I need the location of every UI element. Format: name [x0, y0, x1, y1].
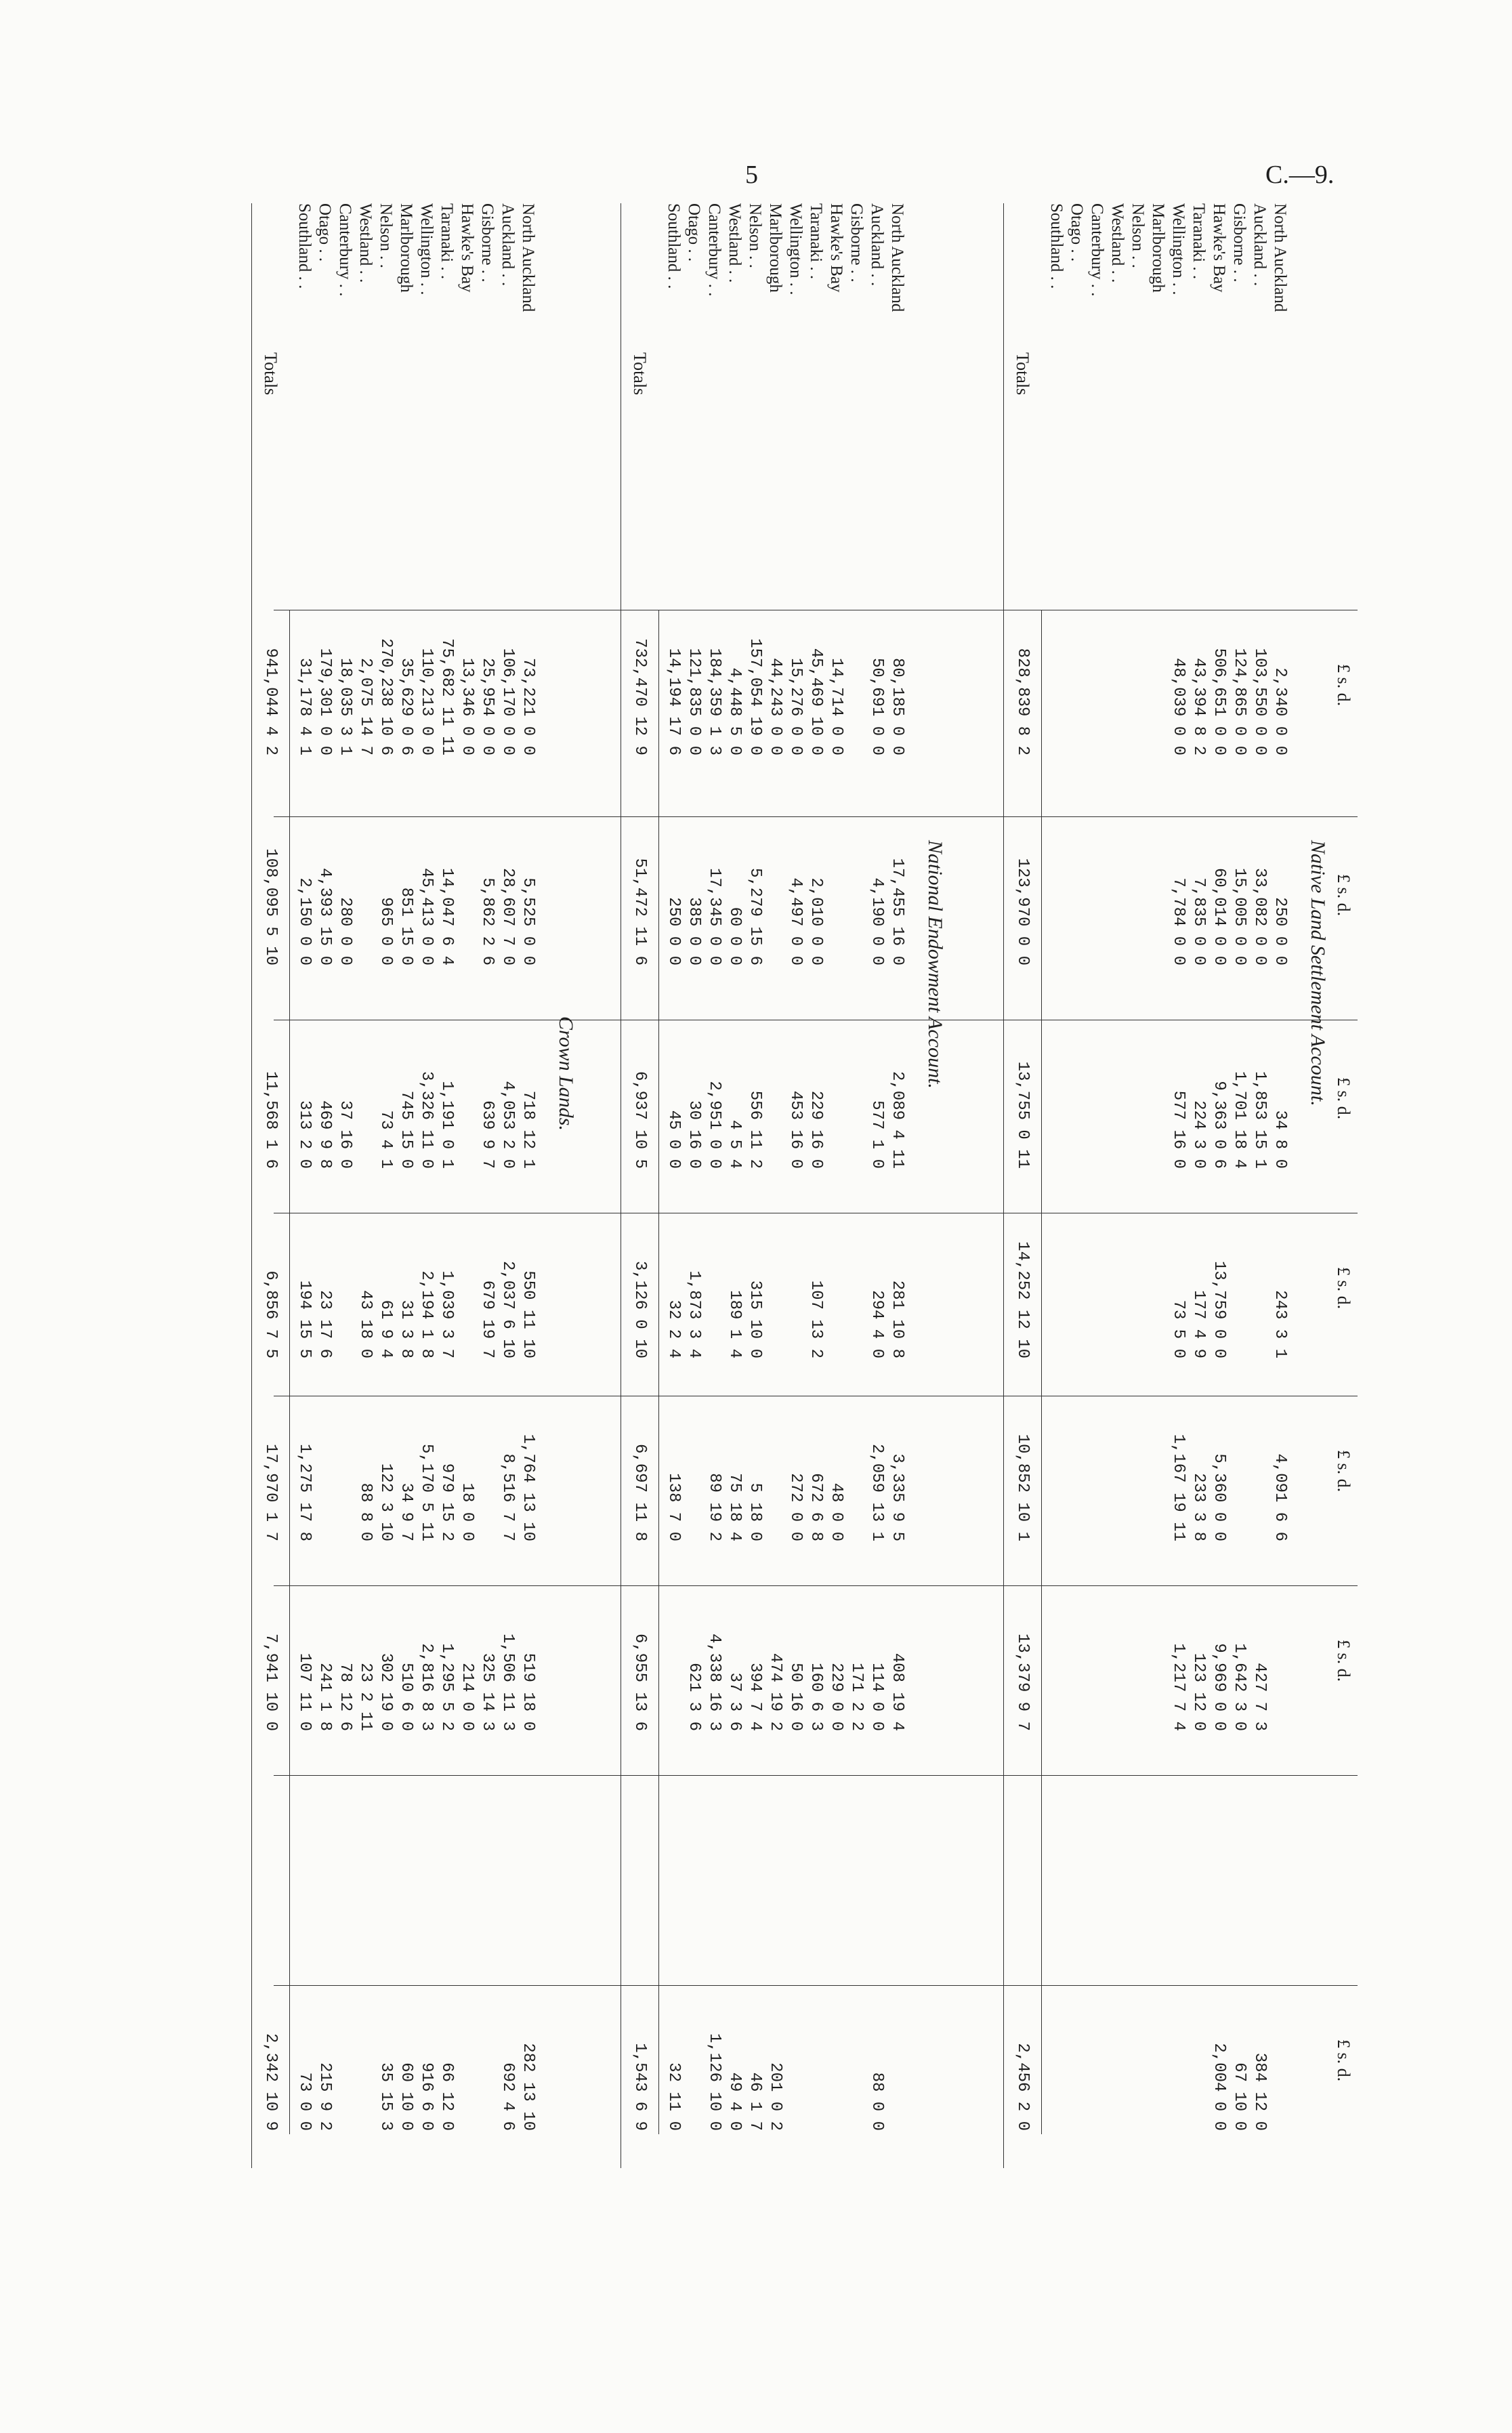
amount-cell: 73,221 0 0 — [519, 657, 537, 755]
amount-cell: 385 0 0 — [685, 897, 703, 965]
district-label: Southland . . — [295, 203, 314, 289]
district-label: Wellington . . — [417, 203, 436, 295]
amount-cell: 45,413 0 0 — [417, 867, 436, 965]
amount-cell: 672 6 8 — [807, 1473, 825, 1541]
amount-cell: 177 4 9 — [1190, 1290, 1208, 1358]
amount-cell: 4,393 15 0 — [316, 867, 334, 965]
amount-cell: 157,054 19 0 — [746, 638, 764, 755]
amount-cell: 48 0 0 — [827, 1482, 845, 1541]
amount-cell: 5,360 0 0 — [1210, 1453, 1228, 1541]
amount-cell: 1,039 3 7 — [438, 1270, 456, 1358]
section-0 — [951, 203, 1330, 2371]
table-row — [518, 203, 538, 2236]
amount-cell: 1,295 5 2 — [438, 1643, 456, 1731]
amount-cell: 851 15 0 — [397, 887, 415, 965]
amount-cell: 15,005 0 0 — [1230, 867, 1248, 965]
district-label: North Auckland — [1271, 203, 1289, 312]
district-label: Auckland . . — [868, 203, 886, 287]
amount-cell: 107 13 2 — [807, 1280, 825, 1358]
district-label: Nelson . . — [746, 203, 764, 268]
total-cell: 6,955 13 6 — [631, 1633, 649, 1731]
table-row — [396, 203, 416, 2236]
column-separator — [274, 1775, 1358, 1776]
amount-cell: 13,759 0 0 — [1210, 1260, 1228, 1358]
amount-cell: 281 10 8 — [888, 1280, 906, 1358]
amount-cell: 44,243 0 0 — [766, 657, 784, 755]
amount-cell: 550 11 10 — [519, 1270, 537, 1358]
amount-cell: 4 5 4 — [726, 1119, 744, 1169]
amount-cell: 73 4 1 — [377, 1110, 395, 1169]
table-row — [1269, 203, 1290, 2236]
district-label: Nelson . . — [1129, 203, 1147, 268]
amount-cell: 394 7 4 — [746, 1663, 764, 1731]
amount-cell: 31,178 4 1 — [295, 657, 314, 755]
amount-cell: 506,651 0 0 — [1210, 648, 1228, 755]
total-cell: 14,252 12 10 — [1013, 1241, 1032, 1358]
amount-cell: 43 18 0 — [356, 1290, 375, 1358]
amount-cell: 60,014 0 0 — [1210, 867, 1228, 965]
currency-header: £ s. d. — [1334, 664, 1353, 707]
amount-cell: 31 3 8 — [397, 1299, 415, 1358]
table-row — [765, 203, 785, 2236]
district-label: Westland . . — [1108, 203, 1127, 283]
amount-cell: 25,954 0 0 — [478, 657, 497, 755]
district-label: Wellington . . — [786, 203, 805, 295]
amount-cell: 718 12 1 — [519, 1090, 537, 1169]
amount-cell: 60 10 0 — [397, 2062, 415, 2131]
table-row — [1188, 203, 1209, 2236]
table-row — [1148, 203, 1168, 2236]
amount-cell: 5,279 15 6 — [746, 867, 764, 965]
amount-cell: 46 1 7 — [746, 2072, 764, 2131]
amount-cell: 171 2 2 — [847, 1663, 866, 1731]
amount-cell: 4,190 0 0 — [868, 877, 886, 965]
amount-cell: 469 9 8 — [316, 1100, 334, 1169]
total-cell: 828,839 8 2 — [1013, 648, 1032, 755]
amount-cell: 280 0 0 — [336, 897, 354, 965]
district-label: Otago . . — [1068, 203, 1086, 262]
amount-cell: 7,784 0 0 — [1169, 877, 1188, 965]
totals-rule — [1041, 610, 1042, 2134]
table-row — [704, 203, 724, 2236]
amount-cell: 2,951 0 0 — [705, 1081, 723, 1169]
amount-cell: 639 9 7 — [478, 1100, 497, 1169]
currency-header-row — [1328, 203, 1358, 2371]
amount-cell: 250 0 0 — [665, 897, 683, 965]
currency-header: £ s. d. — [1334, 1450, 1353, 1493]
district-label: Westland . . — [726, 203, 744, 283]
district-label: Auckland . . — [1251, 203, 1269, 287]
currency-header: £ s. d. — [1334, 1077, 1353, 1120]
district-label: North Auckland — [519, 203, 537, 312]
amount-cell: 1,873 3 4 — [685, 1270, 703, 1358]
amount-cell: 103,550 0 0 — [1251, 648, 1269, 755]
amount-cell: 1,764 13 10 — [519, 1434, 537, 1541]
district-label: Westland . . — [356, 203, 375, 283]
amount-cell: 114 0 0 — [868, 1663, 886, 1731]
amount-cell: 1,642 3 0 — [1230, 1643, 1248, 1731]
amount-cell: 37 16 0 — [336, 1100, 354, 1169]
amount-cell: 5 18 0 — [746, 1482, 764, 1541]
section-2 — [199, 203, 579, 2371]
amount-cell: 37 3 6 — [726, 1672, 744, 1731]
amount-cell: 2,194 1 8 — [417, 1270, 436, 1358]
total-cell: 6,856 7 5 — [261, 1270, 280, 1358]
amount-cell: 35,629 0 6 — [397, 657, 415, 755]
amount-cell: 4,448 5 0 — [726, 667, 744, 755]
section-title: Crown Lands. — [555, 1016, 577, 1131]
amount-cell: 9,363 0 6 — [1210, 1081, 1228, 1169]
amount-cell: 1,275 17 8 — [295, 1443, 314, 1541]
amount-cell: 556 11 2 — [746, 1090, 764, 1169]
amount-cell: 577 1 0 — [868, 1100, 886, 1169]
amount-cell: 122 3 10 — [377, 1463, 395, 1541]
district-label: Canterbury . . — [336, 203, 354, 297]
amount-cell: 1,167 19 11 — [1169, 1434, 1188, 1541]
amount-cell: 2,075 14 7 — [356, 657, 375, 755]
table-row — [744, 203, 765, 2236]
amount-cell: 23 2 11 — [356, 1663, 375, 1731]
amount-cell: 214 0 0 — [458, 1663, 476, 1731]
table-row — [1066, 203, 1087, 2236]
currency-header: £ s. d. — [1334, 2039, 1353, 2082]
amount-cell: 45 0 0 — [665, 1110, 683, 1169]
total-cell: 3,126 0 10 — [631, 1260, 649, 1358]
amount-cell: 302 19 0 — [377, 1652, 395, 1731]
amount-cell: 88 8 0 — [356, 1482, 375, 1541]
totals-label: Totals — [630, 352, 650, 396]
amount-cell: 106,170 0 0 — [499, 648, 517, 755]
total-cell: 2,342 10 9 — [261, 2033, 280, 2131]
district-label: Wellington . . — [1169, 203, 1188, 295]
district-label: Auckland . . — [499, 203, 517, 287]
amount-cell: 2,089 4 11 — [888, 1070, 906, 1169]
amount-cell: 43,394 8 2 — [1190, 657, 1208, 755]
table-row — [1127, 203, 1148, 2236]
amount-cell: 692 4 6 — [499, 2062, 517, 2131]
total-cell: 123,970 0 0 — [1013, 858, 1032, 965]
amount-cell: 75,682 11 11 — [438, 638, 456, 755]
amount-cell: 5,862 2 6 — [478, 877, 497, 965]
table-row — [846, 203, 866, 2236]
amount-cell: 2,004 0 0 — [1210, 2043, 1228, 2131]
amount-cell: 916 6 0 — [417, 2062, 436, 2131]
amount-cell: 50,691 0 0 — [868, 657, 886, 755]
amount-cell: 201 0 2 — [766, 2062, 784, 2131]
amount-cell: 4,338 16 3 — [705, 1633, 723, 1731]
amount-cell: 179,301 0 0 — [316, 648, 334, 755]
amount-cell: 1,506 11 3 — [499, 1633, 517, 1731]
table-row — [294, 203, 314, 2236]
total-cell: 2,456 2 0 — [1013, 2043, 1032, 2131]
table-row — [1087, 203, 1107, 2236]
amount-cell: 13,346 0 0 — [458, 657, 476, 755]
amount-cell: 979 15 2 — [438, 1463, 456, 1541]
amount-cell: 474 19 2 — [766, 1652, 784, 1731]
total-cell: 51,472 11 6 — [631, 858, 649, 965]
amount-cell: 7,835 0 0 — [1190, 877, 1208, 965]
currency-header: £ s. d. — [1334, 874, 1353, 917]
amount-cell: 33,082 0 0 — [1251, 867, 1269, 965]
amount-cell: 5,525 0 0 — [519, 877, 537, 965]
table-row — [457, 203, 477, 2236]
amount-cell: 577 16 0 — [1169, 1090, 1188, 1169]
amount-cell: 243 3 1 — [1271, 1290, 1289, 1358]
amount-cell: 315 10 0 — [746, 1280, 764, 1358]
amount-cell: 1,126 10 0 — [705, 2033, 723, 2131]
amount-cell: 34 9 7 — [397, 1482, 415, 1541]
district-label: Gisborne . . — [478, 203, 497, 283]
total-cell: 1,543 6 9 — [631, 2043, 649, 2131]
total-cell: 7,941 10 0 — [261, 1633, 280, 1731]
amount-cell: 965 0 0 — [377, 897, 395, 965]
amount-cell: 2,037 6 10 — [499, 1260, 517, 1358]
amount-cell: 35 15 3 — [377, 2062, 395, 2131]
table-row — [866, 203, 887, 2236]
district-label: Taranaki . . — [807, 203, 825, 280]
totals-label: Totals — [1013, 352, 1032, 396]
amount-cell: 3,326 11 0 — [417, 1070, 436, 1169]
amount-cell: 294 4 0 — [868, 1290, 886, 1358]
amount-cell: 138 7 0 — [665, 1473, 683, 1541]
table-row — [497, 203, 518, 2236]
table-row — [1229, 203, 1249, 2236]
section-title: Native Land Settlement Account. — [1307, 840, 1329, 1106]
amount-cell: 110,213 0 0 — [417, 648, 436, 755]
district-label: Canterbury . . — [705, 203, 723, 297]
total-cell: 13,379 9 7 — [1013, 1633, 1032, 1731]
table-row — [1249, 203, 1269, 2236]
amount-cell: 1,701 18 4 — [1230, 1070, 1248, 1169]
amount-cell: 23 17 6 — [316, 1290, 334, 1358]
amount-cell: 45,469 10 0 — [807, 648, 825, 755]
district-label: Gisborne . . — [1230, 203, 1248, 283]
section-title: National Endowment Account. — [924, 840, 946, 1089]
district-label: Hawke's Bay — [827, 203, 845, 293]
column-separator — [274, 1585, 1358, 1586]
column-separator — [274, 816, 1358, 817]
amount-cell: 89 19 2 — [705, 1473, 723, 1541]
section-1 — [568, 203, 948, 2371]
amount-cell: 160 6 3 — [807, 1663, 825, 1731]
amount-cell: 48,039 0 0 — [1169, 657, 1188, 755]
district-label: Marlborough — [1149, 203, 1167, 293]
table-row — [416, 203, 436, 2236]
amount-cell: 121,835 0 0 — [685, 648, 703, 755]
total-cell: 11,568 1 6 — [261, 1070, 280, 1169]
total-cell: 732,470 12 9 — [631, 638, 649, 755]
district-label: North Auckland — [888, 203, 906, 312]
column-separator — [274, 1985, 1358, 1986]
totals-row — [629, 203, 650, 2236]
amount-cell: 32 2 4 — [665, 1299, 683, 1358]
table-row — [335, 203, 355, 2236]
amount-cell: 1,191 0 1 — [438, 1081, 456, 1169]
amount-cell: 14,194 17 6 — [665, 648, 683, 755]
amount-cell: 519 18 0 — [519, 1652, 537, 1731]
total-cell: 941,044 4 2 — [261, 648, 280, 755]
amount-cell: 17,455 16 0 — [888, 858, 906, 965]
amount-cell: 272 0 0 — [786, 1473, 805, 1541]
amount-cell: 88 0 0 — [868, 2072, 886, 2131]
table-row — [887, 203, 907, 2236]
amount-cell: 61 9 4 — [377, 1299, 395, 1358]
district-label: Canterbury . . — [1088, 203, 1106, 297]
amount-cell: 49 4 0 — [726, 2072, 744, 2131]
total-cell: 6,697 11 8 — [631, 1443, 649, 1541]
amount-cell: 270,238 10 6 — [377, 638, 395, 755]
amount-cell: 194 15 5 — [295, 1280, 314, 1358]
amount-cell: 73 5 0 — [1169, 1299, 1188, 1358]
amount-cell: 313 2 0 — [295, 1100, 314, 1169]
page-number: 5 — [745, 161, 758, 189]
amount-cell: 2,150 0 0 — [295, 877, 314, 965]
amount-cell: 73 0 0 — [295, 2072, 314, 2131]
amount-cell: 241 1 8 — [316, 1663, 334, 1731]
section-bottom-rule — [251, 203, 252, 2168]
district-label: Southland . . — [1047, 203, 1066, 289]
district-label: Otago . . — [316, 203, 334, 262]
amount-cell: 384 12 0 — [1251, 2052, 1269, 2131]
table-row — [826, 203, 846, 2236]
amount-cell: 28,607 7 0 — [499, 867, 517, 965]
totals-rule — [658, 610, 659, 2134]
amount-cell: 32 11 0 — [665, 2062, 683, 2131]
amount-cell: 18 0 0 — [458, 1482, 476, 1541]
amount-cell: 75 18 4 — [726, 1473, 744, 1541]
table-row — [477, 203, 497, 2236]
amount-cell: 325 14 3 — [478, 1652, 497, 1731]
district-label: Southland . . — [665, 203, 683, 289]
amount-cell: 66 12 0 — [438, 2062, 456, 2131]
amount-cell: 408 19 4 — [888, 1652, 906, 1731]
document-reference: C.—9. — [1265, 161, 1335, 189]
amount-cell: 50 16 0 — [786, 1663, 805, 1731]
totals-row — [1012, 203, 1032, 2236]
amount-cell: 224 3 0 — [1190, 1100, 1208, 1169]
amount-cell: 510 6 0 — [397, 1663, 415, 1731]
table-row — [355, 203, 375, 2236]
district-label: Taranaki . . — [1190, 203, 1208, 280]
amount-cell: 250 0 0 — [1271, 897, 1289, 965]
amount-cell: 17,345 0 0 — [705, 867, 723, 965]
amount-cell: 9,969 0 0 — [1210, 1643, 1228, 1731]
total-cell: 6,937 10 5 — [631, 1070, 649, 1169]
totals-label: Totals — [261, 352, 280, 396]
district-label: Hawke's Bay — [1210, 203, 1228, 293]
table-row — [785, 203, 805, 2236]
amount-cell: 184,359 1 3 — [705, 648, 723, 755]
amount-cell: 8,516 7 7 — [499, 1453, 517, 1541]
amount-cell: 67 10 0 — [1230, 2062, 1248, 2131]
amount-cell: 34 8 0 — [1271, 1110, 1289, 1169]
total-cell: 108,095 5 10 — [261, 848, 280, 965]
amount-cell: 14,714 0 0 — [827, 657, 845, 755]
table-row — [436, 203, 457, 2236]
district-label: Marlborough — [766, 203, 784, 293]
total-cell: 17,970 1 7 — [261, 1443, 280, 1541]
table-row — [684, 203, 704, 2236]
table-row — [1046, 203, 1066, 2236]
table-row — [724, 203, 744, 2236]
table-row — [663, 203, 684, 2236]
district-label: Marlborough — [397, 203, 415, 293]
amount-cell: 1,217 7 4 — [1169, 1643, 1188, 1731]
table-row — [1209, 203, 1229, 2236]
total-cell: 10,852 10 1 — [1013, 1434, 1032, 1541]
table-row — [805, 203, 826, 2236]
amount-cell: 4,091 6 6 — [1271, 1453, 1289, 1541]
amount-cell: 107 11 0 — [295, 1652, 314, 1731]
amount-cell: 18,035 3 1 — [336, 657, 354, 755]
amount-cell: 427 7 3 — [1251, 1663, 1269, 1731]
amount-cell: 2,059 13 1 — [868, 1443, 886, 1541]
amount-cell: 3,335 9 5 — [888, 1453, 906, 1541]
amount-cell: 124,865 0 0 — [1230, 648, 1248, 755]
amount-cell: 679 19 7 — [478, 1280, 497, 1358]
district-label: Otago . . — [685, 203, 703, 262]
amount-cell: 78 12 6 — [336, 1663, 354, 1731]
amount-cell: 745 15 0 — [397, 1090, 415, 1169]
district-label: Taranaki . . — [438, 203, 456, 280]
amount-cell: 2,010 0 0 — [807, 877, 825, 965]
amount-cell: 621 3 6 — [685, 1663, 703, 1731]
amount-cell: 14,047 6 4 — [438, 867, 456, 965]
amount-cell: 233 3 8 — [1190, 1473, 1208, 1541]
totals-rule — [289, 610, 290, 2134]
amount-cell: 229 0 0 — [827, 1663, 845, 1731]
amount-cell: 60 0 0 — [726, 907, 744, 965]
amount-cell: 282 13 10 — [519, 2043, 537, 2131]
table-row — [1107, 203, 1127, 2236]
amount-cell: 15,276 0 0 — [786, 657, 805, 755]
amount-cell: 2,816 8 3 — [417, 1643, 436, 1731]
totals-row — [260, 203, 280, 2236]
amount-cell: 1,853 15 1 — [1251, 1070, 1269, 1169]
table-row — [1168, 203, 1188, 2236]
section-bottom-rule — [1003, 203, 1004, 2168]
amount-cell: 2,340 0 0 — [1271, 667, 1289, 755]
amount-cell: 123 12 0 — [1190, 1652, 1208, 1731]
district-label: Gisborne . . — [847, 203, 866, 283]
amount-cell: 30 16 0 — [685, 1100, 703, 1169]
district-label: Hawke's Bay — [458, 203, 476, 293]
amount-cell: 215 9 2 — [316, 2062, 334, 2131]
rotated-table — [247, 203, 1358, 2371]
district-label: Nelson . . — [377, 203, 395, 268]
amount-cell: 189 1 4 — [726, 1290, 744, 1358]
total-cell: 13,755 0 11 — [1013, 1061, 1032, 1169]
table-row — [314, 203, 335, 2236]
table-row — [375, 203, 396, 2236]
amount-cell: 453 16 0 — [786, 1090, 805, 1169]
amount-cell: 4,497 0 0 — [786, 877, 805, 965]
currency-header: £ s. d. — [1334, 1267, 1353, 1310]
amount-cell: 229 16 0 — [807, 1090, 825, 1169]
currency-header: £ s. d. — [1334, 1640, 1353, 1682]
amount-cell: 4,053 2 0 — [499, 1081, 517, 1169]
amount-cell: 80,185 0 0 — [888, 657, 906, 755]
amount-cell: 5,170 5 11 — [417, 1443, 436, 1541]
